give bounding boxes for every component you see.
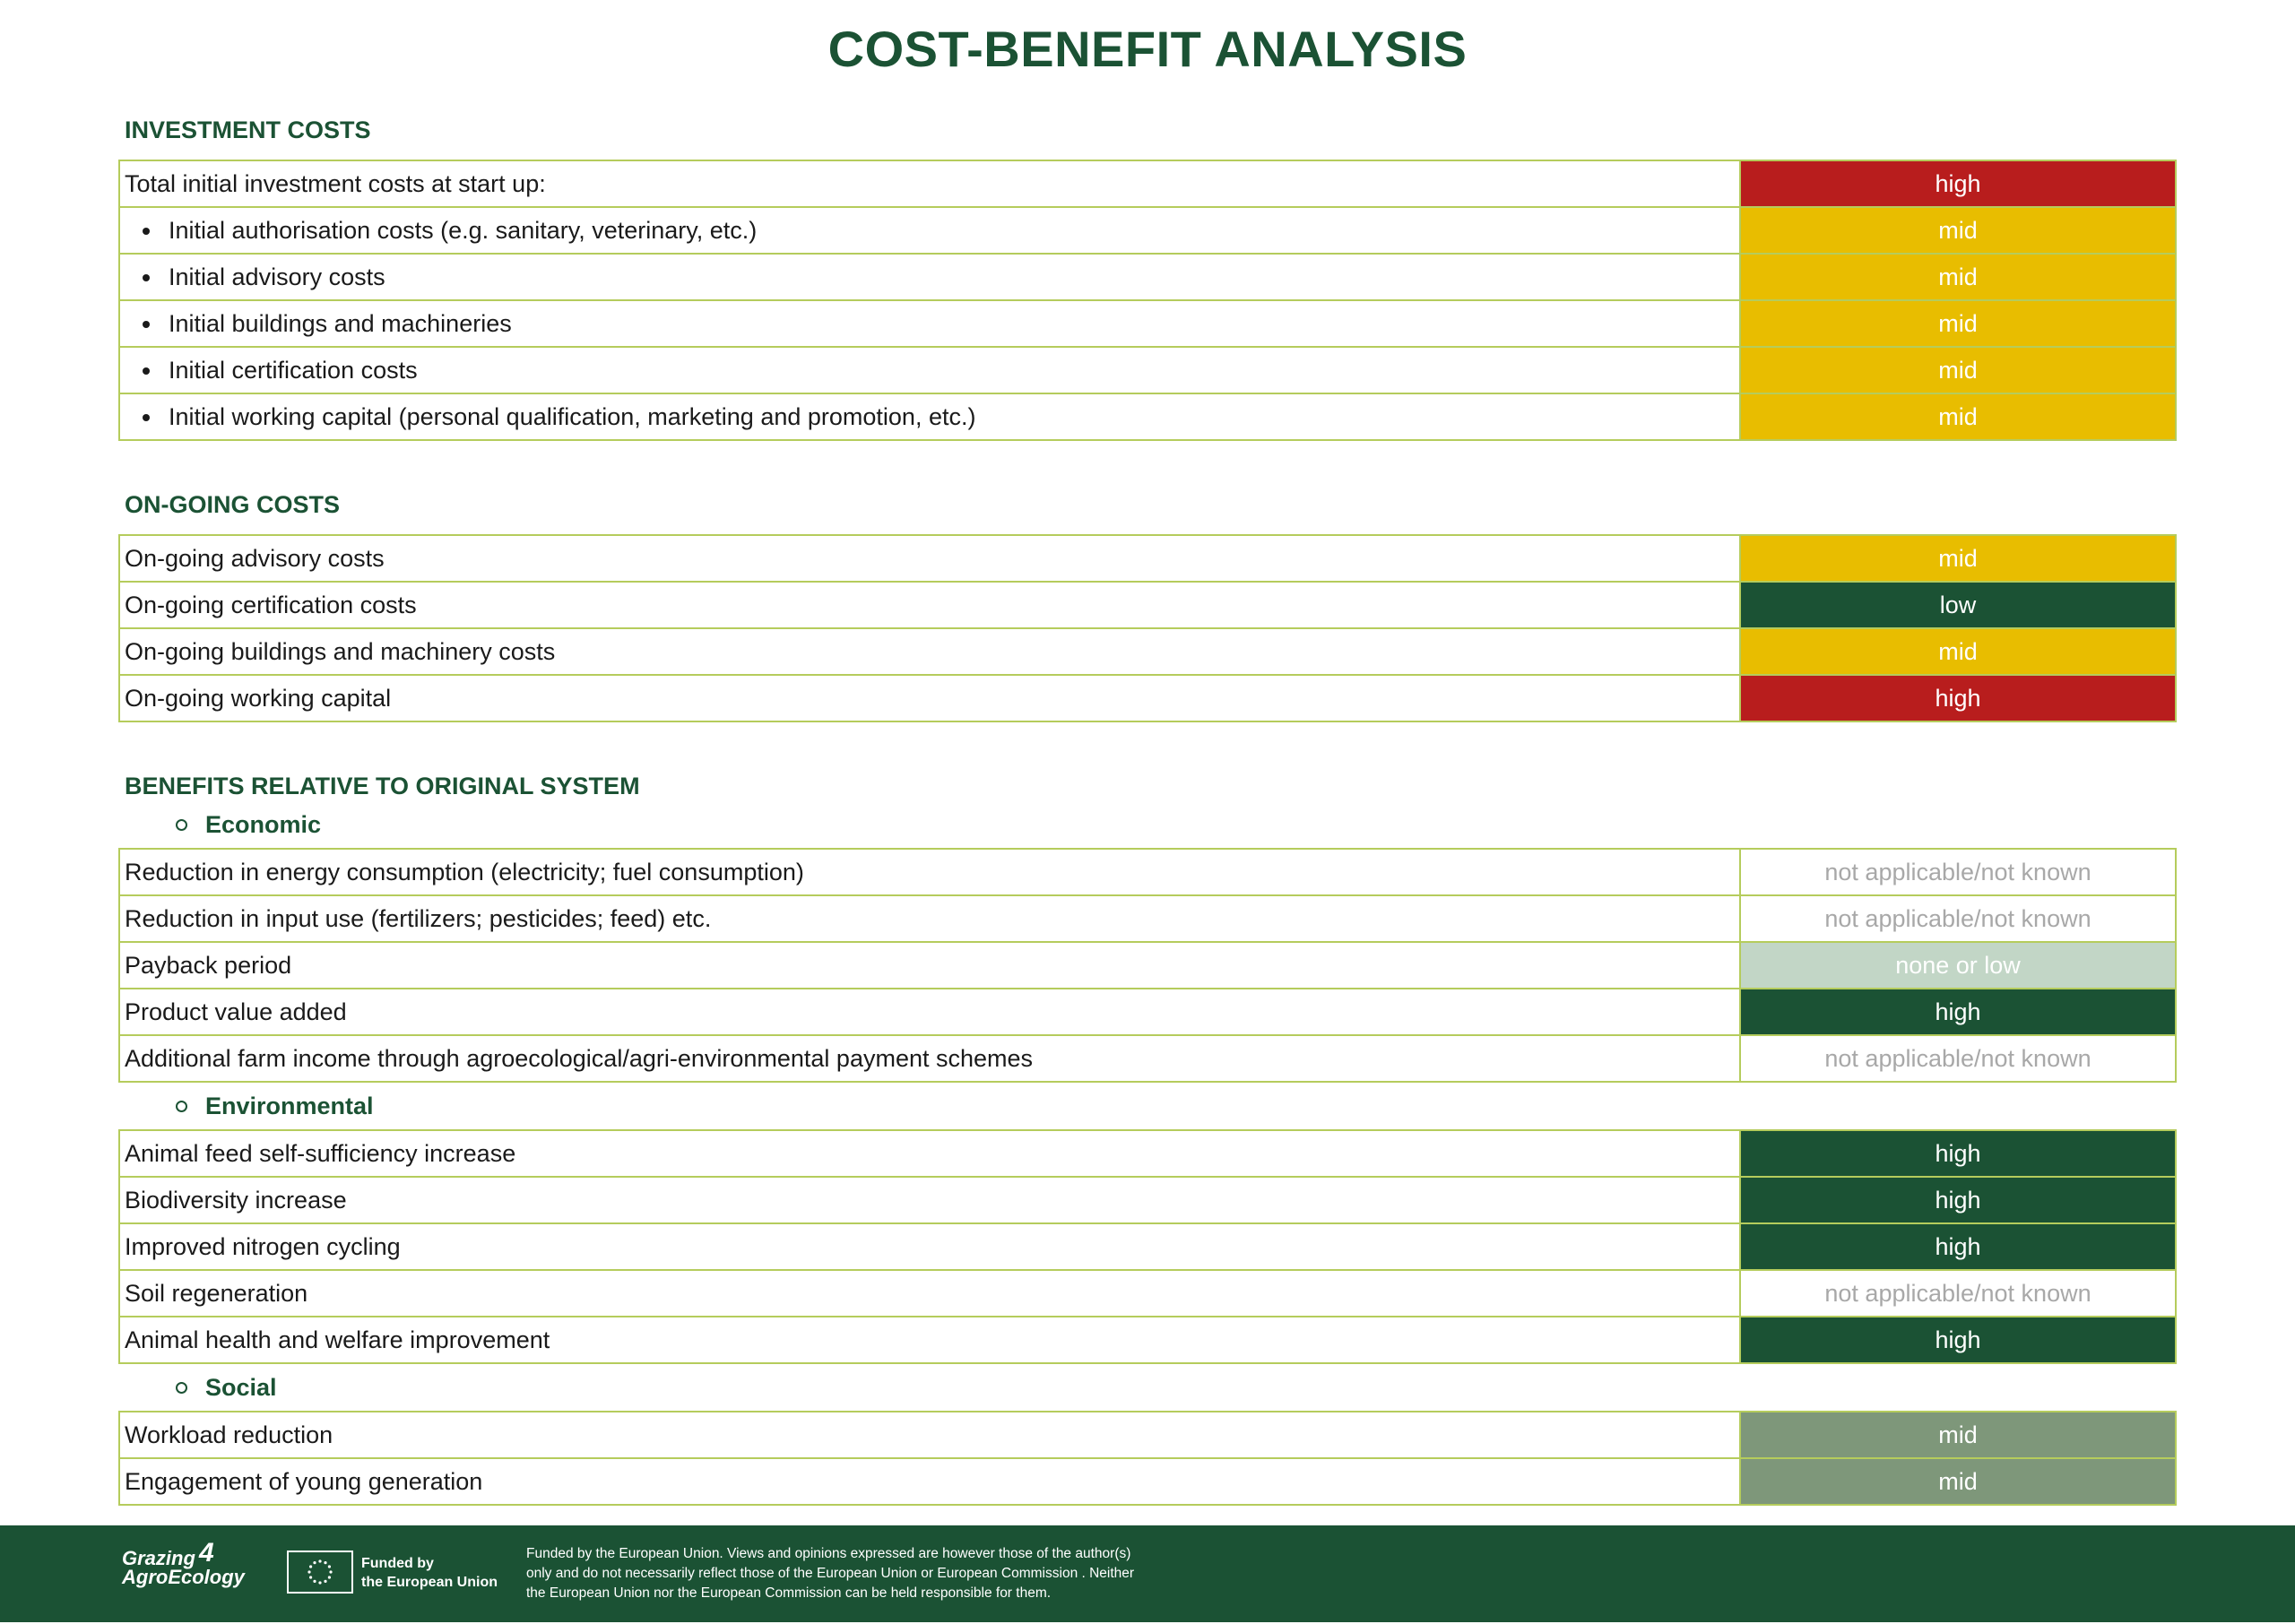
row-label: Animal health and welfare improvement <box>120 1317 1741 1362</box>
eu-funding-label <box>361 1554 498 1592</box>
table-row <box>118 161 2177 208</box>
circle-bullet-icon <box>176 1101 187 1112</box>
row-label: Improved nitrogen cycling <box>120 1224 1741 1269</box>
social-subheading <box>118 1364 2177 1411</box>
table-row <box>118 1178 2177 1224</box>
table-row <box>118 1317 2177 1364</box>
rating-cell: high <box>1741 1224 2175 1269</box>
rating-cell: not applicable/not known <box>1741 896 2175 941</box>
table-row <box>118 301 2177 348</box>
eu-flag-icon <box>287 1551 353 1594</box>
rating-cell: mid <box>1741 536 2175 581</box>
row-label: Biodiversity increase <box>120 1178 1741 1222</box>
table-row <box>118 394 2177 441</box>
table-row <box>118 1459 2177 1506</box>
table-row <box>118 989 2177 1036</box>
row-label: Workload reduction <box>120 1412 1741 1457</box>
rating-cell: high <box>1741 676 2175 721</box>
row-label: On-going working capital <box>120 676 1741 721</box>
row-label: Total initial investment costs at start up: <box>120 161 1741 206</box>
rating-cell: mid <box>1741 1412 2175 1457</box>
logo-number: 4 <box>199 1538 214 1568</box>
environmental-subheading <box>118 1083 2177 1129</box>
rating-cell: not applicable/not known <box>1741 850 2175 894</box>
table-row <box>118 348 2177 394</box>
row-label: Product value added <box>120 989 1741 1034</box>
row-label: Animal feed self-sufficiency increase <box>120 1131 1741 1176</box>
environmental-benefits-table <box>118 1129 2177 1364</box>
ongoing-costs-table <box>118 534 2177 722</box>
eu-text-line2: the European Union <box>361 1575 498 1590</box>
row-label: Reduction in input use (fertilizers; pesticides; feed) etc. <box>120 896 1741 941</box>
rating-cell: mid <box>1741 301 2175 346</box>
disclaimer-line: Funded by the European Union. Views and opinions expressed are however those of the author(s) <box>526 1546 1131 1561</box>
economic-subheading <box>118 801 2177 848</box>
ongoing-costs-heading: ON-GOING COSTS <box>125 491 341 518</box>
rating-cell: mid <box>1741 348 2175 393</box>
table-row <box>118 208 2177 255</box>
rating-cell: none or low <box>1741 943 2175 988</box>
rating-cell: mid <box>1741 1459 2175 1504</box>
table-row <box>118 536 2177 583</box>
social-benefits-table <box>118 1411 2177 1506</box>
row-label: Initial advisory costs <box>120 255 1741 299</box>
rating-cell: high <box>1741 161 2175 206</box>
investment-costs-table <box>118 160 2177 441</box>
table-row <box>118 1131 2177 1178</box>
logo-text-line2: AgroEcology <box>122 1566 245 1588</box>
circle-bullet-icon <box>176 819 187 831</box>
table-row <box>118 896 2177 943</box>
disclaimer-line: only and do not necessarily reflect those of the European Union or European Commission . Neither <box>526 1566 1135 1581</box>
rating-cell: low <box>1741 583 2175 627</box>
rating-cell: mid <box>1741 629 2175 674</box>
environmental-label: Environmental <box>205 1093 374 1119</box>
rating-cell: high <box>1741 989 2175 1034</box>
table-row <box>118 255 2177 301</box>
table-row <box>118 1224 2177 1271</box>
rating-cell: high <box>1741 1317 2175 1362</box>
table-row <box>118 1412 2177 1459</box>
rating-cell: not applicable/not known <box>1741 1036 2175 1081</box>
cost-benefit-content <box>118 115 2177 1506</box>
funding-disclaimer <box>526 1544 1234 1603</box>
rating-cell: high <box>1741 1178 2175 1222</box>
row-label: On-going certification costs <box>120 583 1741 627</box>
table-row <box>118 943 2177 989</box>
economic-benefits-table <box>118 848 2177 1083</box>
table-row <box>118 850 2177 896</box>
eu-text-line1: Funded by <box>361 1556 434 1571</box>
logo-text-line1: Grazing <box>122 1547 195 1569</box>
footer-banner <box>0 1525 2295 1622</box>
benefits-heading: BENEFITS RELATIVE TO ORIGINAL SYSTEM <box>125 773 640 799</box>
table-row <box>118 583 2177 629</box>
row-label: On-going buildings and machinery costs <box>120 629 1741 674</box>
row-label: Soil regeneration <box>120 1271 1741 1316</box>
grazing4agroecology-logo <box>122 1538 245 1588</box>
disclaimer-line: the European Union nor the European Commission can be held responsible for them. <box>526 1585 1052 1601</box>
table-row <box>118 676 2177 722</box>
rating-cell: mid <box>1741 394 2175 439</box>
rating-cell: not applicable/not known <box>1741 1271 2175 1316</box>
row-label: Reduction in energy consumption (electricity; fuel consumption) <box>120 850 1741 894</box>
row-label: Initial certification costs <box>120 348 1741 393</box>
page-title: COST-BENEFIT ANALYSIS <box>827 21 1468 77</box>
investment-costs-heading: INVESTMENT COSTS <box>125 117 371 143</box>
row-label: Initial authorisation costs (e.g. sanitary, veterinary, etc.) <box>120 208 1741 253</box>
circle-bullet-icon <box>176 1382 187 1394</box>
table-row <box>118 629 2177 676</box>
rating-cell: high <box>1741 1131 2175 1176</box>
rating-cell: mid <box>1741 255 2175 299</box>
row-label: Initial working capital (personal qualification, marketing and promotion, etc.) <box>120 394 1741 439</box>
table-row <box>118 1271 2177 1317</box>
row-label: On-going advisory costs <box>120 536 1741 581</box>
economic-label: Economic <box>205 811 322 838</box>
rating-cell: mid <box>1741 208 2175 253</box>
row-label: Initial buildings and machineries <box>120 301 1741 346</box>
row-label: Payback period <box>120 943 1741 988</box>
table-row <box>118 1036 2177 1083</box>
eu-stars-icon <box>289 1552 351 1592</box>
row-label: Additional farm income through agroecological/agri-environmental payment schemes <box>120 1036 1741 1081</box>
social-label: Social <box>205 1374 277 1401</box>
row-label: Engagement of young generation <box>120 1459 1741 1504</box>
